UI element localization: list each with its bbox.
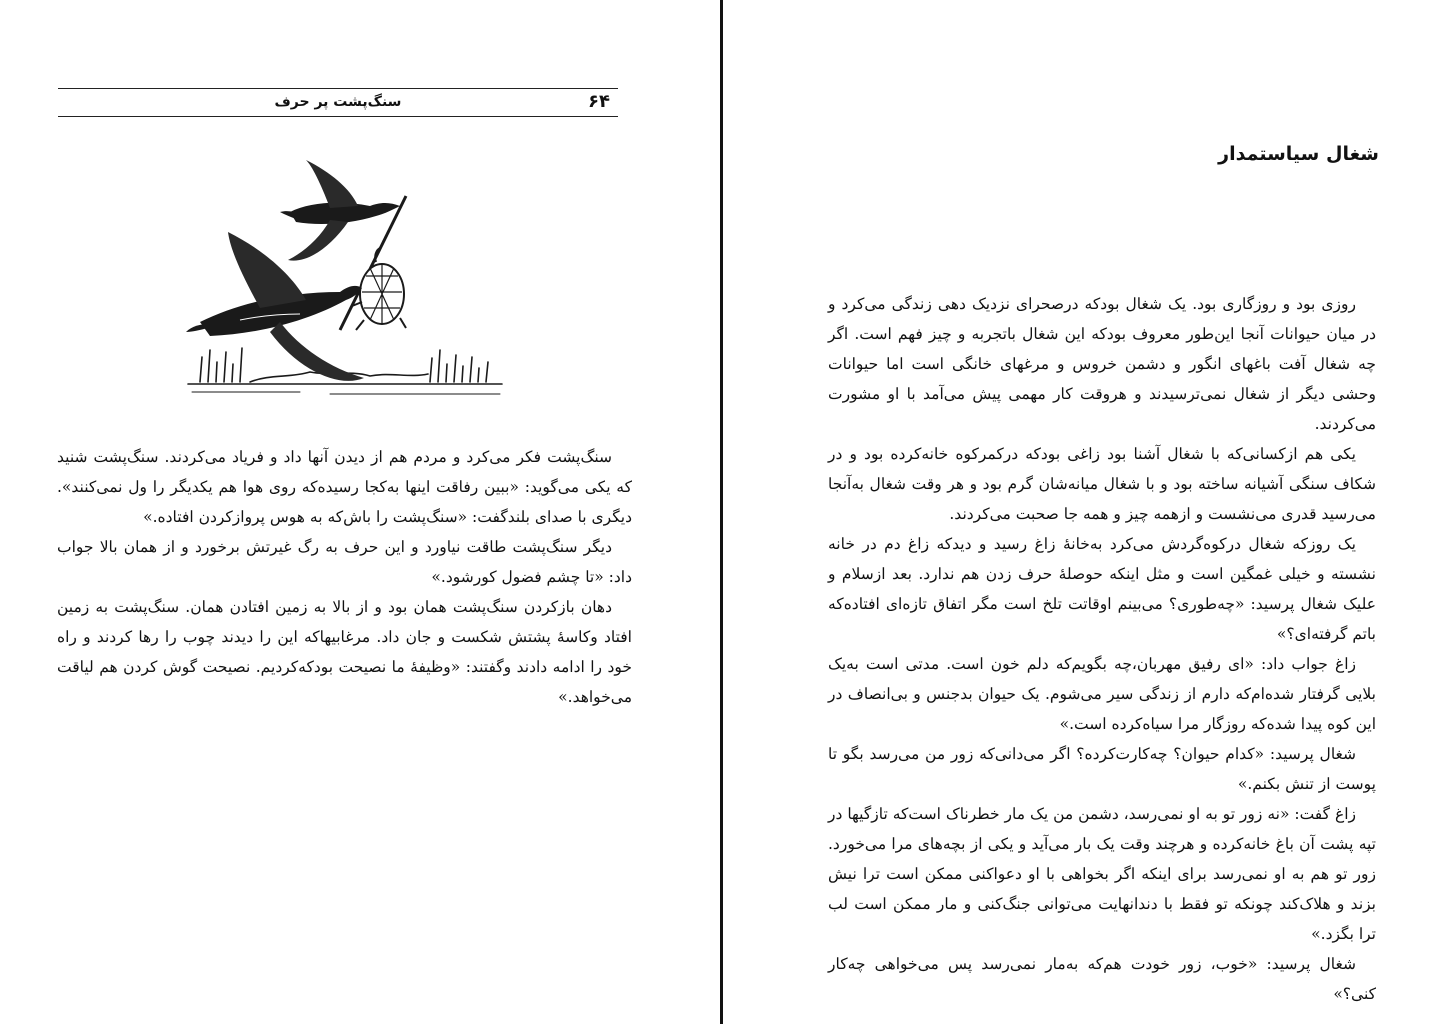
page-number: ۶۴ — [588, 91, 610, 112]
geese-turtle-illustration — [180, 152, 510, 410]
running-title: سنگ‌پشت پر حرف — [274, 94, 402, 110]
right-paragraph-3: یک روز‌که شغال درکوه‌گردش می‌کرد به‌خانهٔ زاغ رسید و دید‌که زاغ دم در خانه نشسته و خیلی غمگین است و مثل اینکه حوصلهٔ حرف زدن هم ندارد. بعد ازسلام و علیک شغال پرسید: «چه‌طوری؟ می‌بینم اوقاتت تلخ است مگر اتفاق تازه‌ای افتاده‌که باتم گرفته‌ای؟» — [828, 535, 1376, 643]
left-page — [0, 0, 720, 1024]
running-header — [58, 88, 618, 118]
lower-goose-figure — [186, 232, 364, 381]
right-paragraph-2: یکی هم ازکسانی‌که با شغال آشنا بود زاغی بود‌که درکمرکوه خانه‌کرده بود و در شکاف سنگی آشیانه ساخته بود و با شغال میانه‌شان گرم بود و هر وقت شغال به‌آنجا می‌رسید قدری می‌نشست و ازهمه چیز و همه جا صحبت می‌کردند. — [828, 445, 1376, 523]
chapter-title: شغال سیاستمدار — [1218, 143, 1379, 165]
right-paragraph-4: زاغ جواب داد: «ای رفیق مهربان،چه بگویم‌که دلم خون است. مدتی است به‌یک بلایی گرفتار شده‌ام‌که دارم از زندگی سیر می‌شوم. یک حیوان بدجنس و بی‌انصاف در این کوه پیدا شده‌که روزگار مرا سیاه‌کرده است.» — [828, 655, 1376, 733]
right-paragraph-5: شغال پرسید: «کدام حیوان؟ چه‌کارت‌کرده؟ اگر می‌دانی‌که زور من می‌رسد بگو تا پوست از تنش بکنم.» — [828, 745, 1376, 793]
right-page — [723, 0, 1442, 1024]
right-paragraph-7: شغال پرسید: «خوب، زور خودت هم‌که به‌مار نمی‌رسد پس می‌خواهی چه‌کار کنی؟» — [828, 955, 1376, 1003]
right-page-text — [828, 289, 1376, 1009]
right-paragraph-1: روزی بود و روزگاری بود. یک شغال بود‌که درصحرای نزدیک دهی زندگی می‌کرد و در میان حیوانات آنجا این‌طور معروف بود‌که این شغال باتجربه و چیز فهم است. اگر چه شغال آفت باغهای انگور و دشمن خروس و مرغهای خانگی است اما حیوانات وحشی دیگر از شغال نمی‌ترسیدند و هروقت کار مهمی پیش می‌آمد با او مشورت می‌کردند. — [828, 295, 1376, 433]
left-page-text — [57, 442, 632, 712]
header-rule-top — [58, 88, 618, 89]
left-paragraph-1: سنگ‌پشت فکر می‌کرد و مردم هم از دیدن آنها داد و فریاد می‌کردند. سنگ‌پشت شنید که یکی می‌گوید: «ببین رفاقت اینها به‌کجا رسیده‌که روی هوا هم یکدیگر را ول نمی‌کنند». دیگری با صدای بلندگفت: «سنگ‌پشت را باش‌که به هوس پروازکردن افتاده.» — [57, 448, 632, 526]
left-paragraph-3: دهان بازکردن سنگ‌پشت همان بود و از بالا به زمین افتادن همان. سنگ‌پشت به زمین افتاد وکاسهٔ پشتش شکست و جان داد. مرغابیها‌که این را دیدند چوب را رها کردند و راه خود را ادامه دادند وگفتند: «وظیفهٔ ما نصیحت بود‌که‌کردیم. نصیحت گوش کردن هم لیاقت می‌خواهد.» — [57, 598, 632, 706]
left-paragraph-2: دیگر سنگ‌پشت طاقت نیاورد و این حرف به رگ غیرتش برخورد و از همان بالا جواب داد: «تا چشم فضول کورشود.» — [57, 538, 632, 586]
right-paragraph-6: زاغ گفت: «نه زور تو به او نمی‌رسد، دشمن من یک مار خطرناک است‌که تازگیها در تپه پشت آن باغ خانه‌کرده و هرچند وقت یک بار می‌آید و یکی از بچه‌های مرا می‌خورد. زور تو هم به او نمی‌رسد برای اینکه اگر بخواهی با او دعوا‌کنی ممکن است ترا نیش بزند و هلاک‌کند چونکه تو فقط با دندانهایت می‌توانی جنگ‌کنی و مار ممکن است لب ترا بگزد.» — [828, 805, 1376, 943]
header-rule-bottom — [58, 116, 618, 117]
